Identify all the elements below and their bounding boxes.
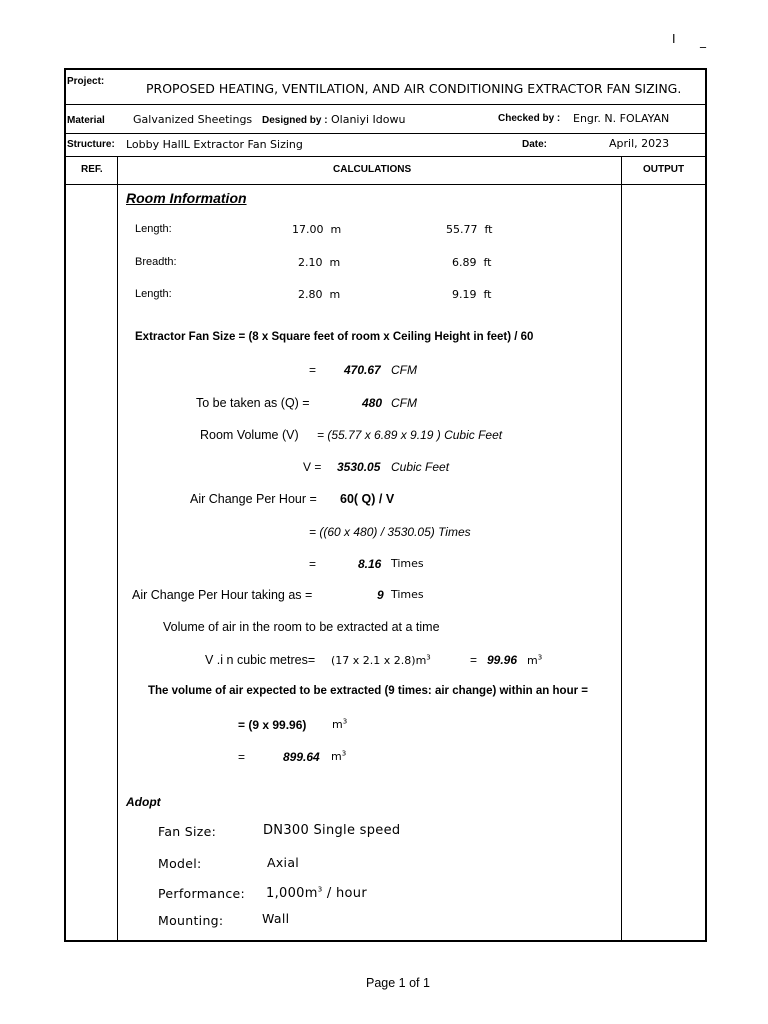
date-value: April, 2023 (609, 137, 670, 150)
column-ref-header: REF. (81, 164, 103, 175)
room-breadth-ft: 6.89 ft (452, 256, 492, 269)
fan-size-value: DN300 Single speed (263, 823, 401, 838)
structure-value: Lobby HallL Extractor Fan Sizing (126, 138, 303, 151)
rule-column-header (64, 184, 707, 185)
expected-volume-heading: The volume of air expected to be extracted (9 times: air change) within an hour = (148, 685, 588, 697)
adopt-heading: Adopt (126, 795, 161, 809)
expected-volume-unit: $m^3$ (332, 717, 348, 731)
mounting-label: Mounting: (158, 913, 224, 928)
expected-volume-expression: = (9 x 99.96) (238, 718, 307, 732)
mounting-value: Wall (262, 911, 290, 926)
cubic-metres-label: V .i n cubic metres= (205, 653, 316, 667)
cubic-metres-equals: = (470, 653, 478, 667)
project-label: Project: (67, 76, 105, 87)
air-change-taking-label: Air Change Per Hour taking as = (132, 588, 313, 602)
cfm-value: 470.67 (344, 363, 381, 377)
room-height-ft: 9.19 ft (452, 288, 492, 301)
checked-by-value: Engr. N. FOLAYAN (573, 112, 670, 125)
cubic-metres-unit: $m^3$ (527, 653, 543, 667)
air-change-result-equals: = (309, 557, 317, 571)
rule-material (64, 133, 707, 134)
material-label: Material (67, 115, 105, 126)
volume-v-unit: Cubic Feet (391, 460, 450, 474)
air-change-label: Air Change Per Hour = (190, 492, 317, 506)
column-calculations-header: CALCULATIONS (333, 164, 412, 175)
volume-v-value: 3530.05 (337, 460, 381, 474)
room-height-m: 2.80 m (298, 288, 341, 301)
page-number: Page 1 of 1 (366, 976, 430, 990)
taken-as-unit: CFM (391, 396, 417, 410)
rule-structure (64, 156, 707, 157)
material-value: Galvanized Sheetings (133, 113, 253, 126)
taken-as-label: To be taken as (Q) = (196, 396, 310, 410)
volume-v-label: V = (303, 460, 322, 474)
taken-as-value: 480 (362, 396, 383, 410)
room-breadth-m: 2.10 m (298, 256, 341, 269)
air-change-result-value: 8.16 (358, 557, 382, 571)
rule-ref-column (117, 156, 118, 941)
room-volume-label: Room Volume (V) (200, 428, 299, 442)
room-length-label: Length: (135, 223, 172, 235)
air-change-substituted: = ((60 x 480) / 3530.05) Times (309, 525, 471, 539)
designed-by-label: Designed by : (262, 115, 328, 126)
air-change-taking-unit: Times (391, 588, 424, 601)
cfm-unit: CFM (391, 363, 417, 377)
room-breadth-label: Breadth: (135, 256, 177, 268)
model-label: Model: (158, 856, 202, 871)
corner-mark-dash: _ (700, 34, 707, 48)
room-information-heading: Room Information (126, 190, 247, 206)
expected-volume-result-value: 899.64 (283, 750, 320, 764)
fan-size-formula: Extractor Fan Size = (8 x Square feet of room x Ceiling Height in feet) / 60 (135, 331, 534, 343)
air-change-result-unit: Times (391, 557, 424, 570)
expected-volume-result-unit: $m^3$ (331, 749, 347, 763)
structure-label: Structure: (67, 139, 115, 150)
cubic-metres-value: 99.96 (487, 653, 518, 667)
fan-size-label: Fan Size: (158, 824, 217, 839)
rule-output-column (621, 156, 622, 941)
performance-label: Performance: (158, 886, 246, 901)
cubic-metres-expression: (17 x 2.1 x $2.8)m^3$ (331, 653, 431, 667)
column-output-header: OUTPUT (643, 164, 685, 175)
room-volume-expression: = (55.77 x 6.89 x 9.19 ) Cubic Feet (317, 428, 503, 442)
air-change-taking-value: 9 (377, 588, 384, 602)
model-value: Axial (267, 855, 300, 870)
performance-value: $1,000m^3$ / hour (266, 885, 367, 901)
volume-air-heading: Volume of air in the room to be extracted at a time (163, 620, 440, 634)
room-length-ft: 55.77 ft (446, 223, 493, 236)
air-change-expression: 60( Q) / V (340, 492, 395, 506)
date-label: Date: (522, 139, 548, 150)
room-length-m: 17.00 m (292, 223, 342, 236)
cfm-equals: = (309, 363, 317, 377)
designed-by-value: Olaniyi Idowu (331, 113, 406, 126)
expected-volume-result-equals: = (238, 750, 246, 764)
room-height-label: Length: (135, 288, 172, 300)
checked-by-label: Checked by : (498, 113, 561, 124)
rule-project (64, 104, 707, 105)
project-title: PROPOSED HEATING, VENTILATION, AND AIR CONDITIONING EXTRACTOR FAN SIZING. (146, 81, 682, 96)
corner-mark-i: I (672, 32, 676, 46)
